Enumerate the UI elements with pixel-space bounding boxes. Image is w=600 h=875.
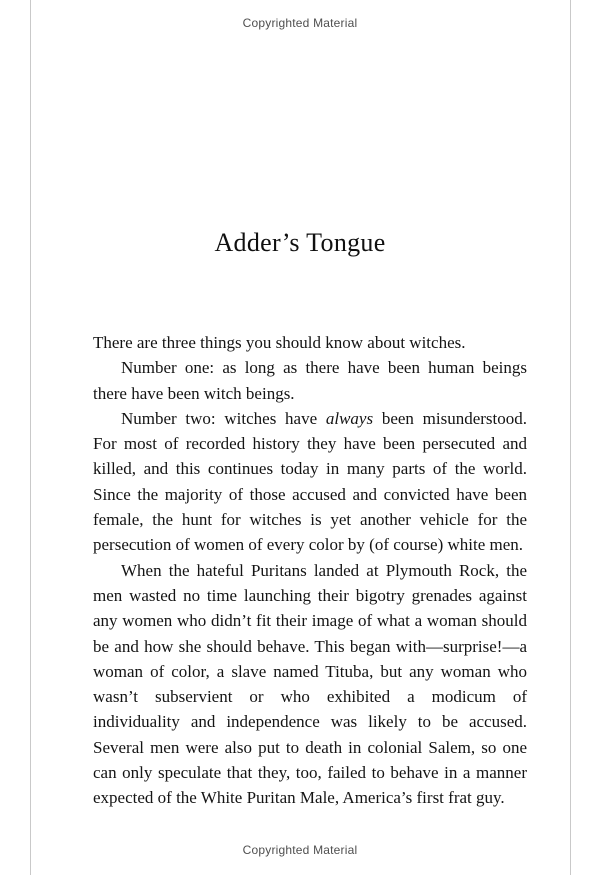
paragraph-3-italic-word: always (325, 408, 374, 428)
paragraph-3-post: been misunderstood. For most of recorded history they have been persecuted and killed, and this continues today in many parts of the world. Since the majority of those accused and convicted have been female, the hunt for witches is yet another vehicle for the persecution of women of every color by (of course) white men. (93, 408, 527, 555)
chapter-title: Adder’s Tongue (214, 228, 386, 258)
copyright-notice-top: Copyrighted Material (242, 16, 358, 30)
paragraph-3-pre: Number two: witches have (121, 408, 326, 428)
copyright-notice-bottom: Copyrighted Material (242, 843, 358, 857)
page-edge-right (570, 0, 571, 875)
page-edge-left (30, 0, 31, 875)
paragraph-4: When the hateful Puritans landed at Plymouth Rock, the men wasted no time launching their bigotry grenades against any women who didn’t fit their image of what a woman should be and how she should behave. This began with—surprise!—a woman of color, a slave named Tituba, but any woman who wasn’t subservient or who exhibited a modicum of individuality and independence was likely to be accused. Several men were also put to death in colonial Salem, so one can only speculate that they, too, failed to behave in a manner expected of the White Puritan Male, America’s first frat guy. (93, 560, 527, 808)
paragraph-1: There are three things you should know about witches. (93, 333, 466, 352)
paragraph-3 (93, 406, 527, 558)
body-text-block (93, 330, 527, 811)
paragraph-2: Number one: as long as there have been human beings there have been witch beings. (93, 358, 527, 403)
